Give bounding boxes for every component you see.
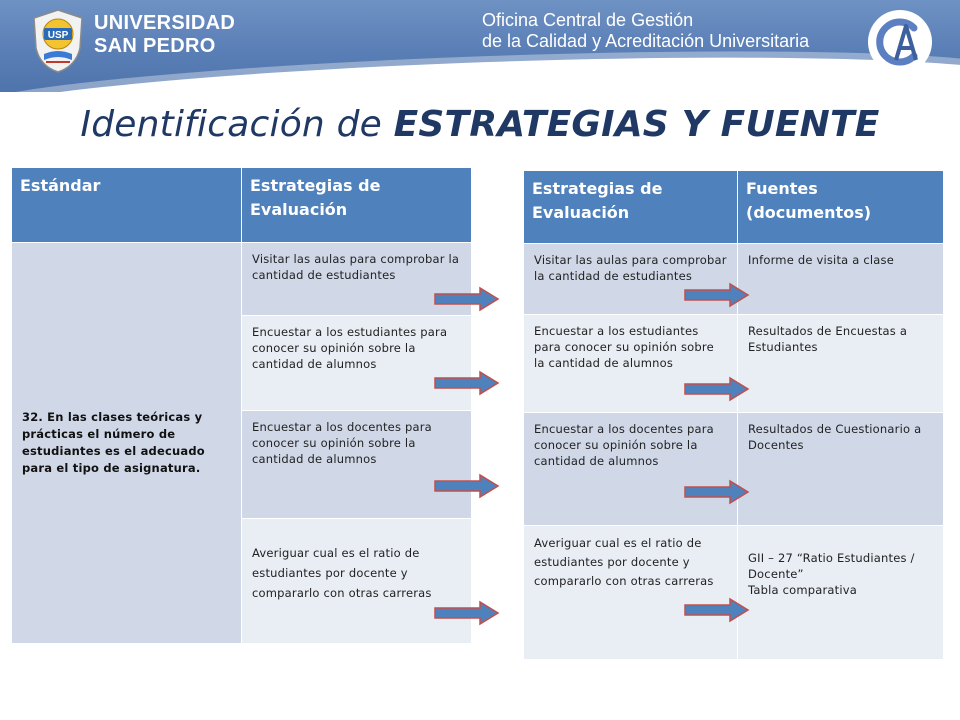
right-source-text-2: Resultados de Encuestas a Estudiantes — [748, 324, 908, 354]
right-strategy-text-3: Encuestar a los docentes para conocer su opinión sobre la cantidad de alumnos — [534, 422, 714, 468]
right-strategy-text-1: Visitar las aulas para comprobar la cantidad de estudiantes — [534, 253, 727, 283]
arrow-right-icon — [434, 600, 500, 626]
left-strategy-text-2: Encuestar a los estudiantes para conocer su opinión sobre la cantidad de alumnos — [252, 325, 448, 371]
arrow-right-icon — [684, 282, 750, 308]
right-header-sources — [738, 171, 943, 243]
right-source-cell-3 — [738, 413, 943, 525]
left-strategy-cell-3 — [242, 411, 471, 518]
office-name — [482, 10, 809, 52]
right-strategy-text-2: Encuestar a los estudiantes para conocer su opinión sobre la cantidad de alumnos — [534, 324, 714, 370]
right-source-text-1: Informe de visita a clase — [748, 253, 894, 267]
left-header-strategies — [242, 168, 471, 242]
arrow-right-icon — [684, 376, 750, 402]
arrow-right-icon — [684, 597, 750, 623]
university-name — [94, 12, 235, 58]
left-header-standard — [12, 168, 241, 242]
right-strategy-cell-4 — [524, 526, 737, 659]
left-header-strategies-label: Estrategias de Evaluación — [250, 176, 381, 219]
arrow-right-icon — [434, 473, 500, 499]
arrow-right-icon — [434, 370, 500, 396]
right-source-cell-4 — [738, 526, 943, 659]
page-title — [0, 104, 960, 145]
right-header-strategies-label: Estrategias de Evaluación — [532, 179, 663, 222]
university-name-line1: UNIVERSIDAD — [94, 12, 236, 34]
title-prefix: Identificación de — [80, 104, 394, 145]
ogca-logo — [866, 8, 934, 76]
office-name-line1: Oficina Central de Gestión — [482, 10, 694, 30]
logo-text: USP — [47, 30, 69, 41]
right-strategy-cell-3 — [524, 413, 737, 525]
university-logo — [30, 8, 86, 74]
right-source-cell-1 — [738, 244, 943, 314]
arrow-right-icon — [434, 286, 500, 312]
left-strategy-text-1: Visitar las aulas para comprobar la cantidad de estudiantes — [252, 252, 460, 282]
left-header-standard-label: Estándar — [20, 176, 101, 195]
header-banner — [0, 0, 960, 92]
standard-text: 32. En las clases teóricas y prácticas el número de estudiantes es el adecuado para el tipo de asignatura. — [22, 410, 205, 475]
left-strategy-text-3: Encuestar a los docentes para conocer su opinión sobre la cantidad de alumnos — [252, 420, 432, 466]
title-emphasis: ESTRATEGIAS Y FUENTE — [393, 104, 880, 145]
right-header-strategies — [524, 171, 737, 243]
right-source-text-3: Resultados de Cuestionario a Docentes — [748, 422, 922, 452]
right-strategy-text-4: Averiguar cual es el ratio de estudiantes por docente y compararlo con otras carreras — [534, 536, 714, 588]
right-source-text-4: GII – 27 “Ratio Estudiantes / Docente” Tabla comparativa — [748, 551, 915, 597]
standard-cell — [12, 243, 241, 643]
university-name-line2: SAN PEDRO — [94, 35, 216, 57]
office-name-line2: de la Calidad y Acreditación Universitaria — [482, 31, 810, 51]
left-strategy-text-4: Averiguar cual es el ratio de estudiantes por docente y compararlo con otras carreras — [252, 546, 432, 600]
right-source-cell-2 — [738, 315, 943, 412]
arrow-right-icon — [684, 479, 750, 505]
right-header-sources-label: Fuentes (documentos) — [746, 179, 872, 222]
